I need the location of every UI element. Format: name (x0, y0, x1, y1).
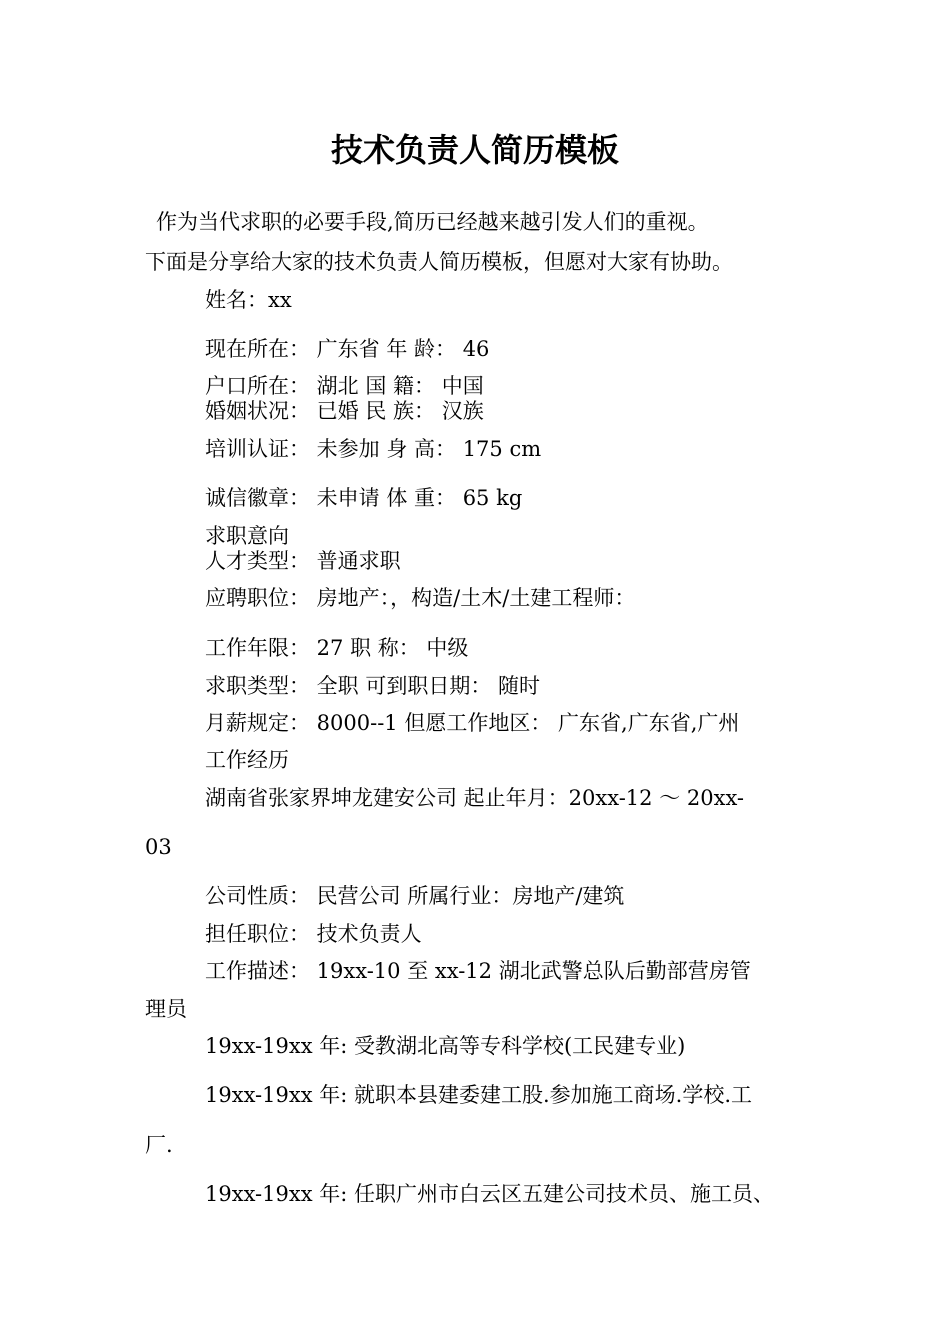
location-age-field: 现在所在： 广东省 年 龄： 46 (205, 337, 490, 361)
description-line-cont: 理员 (145, 997, 187, 1021)
description-line: 工作描述： 19xx-10 至 xx-12 湖北武警总队后勤部营房管 (205, 959, 751, 983)
talent-type-field: 人才类型： 普通求职 (205, 549, 401, 573)
company-line-cont: 03 (145, 835, 172, 859)
hukou-nationality-field: 户口所在： 湖北 国 籍： 中国 (205, 374, 484, 398)
credit-weight-field: 诚信徽章： 未申请 体 重： 65 kg (205, 486, 523, 510)
page-title: 技术负责人简历模板 (330, 131, 619, 169)
intro-line-1: 作为当代求职的必要手段,简历已经越来越引发人们的重视。 (156, 210, 709, 234)
position-field: 应聘职位： 房地产：，构造/土木/土建工程师： (205, 586, 636, 610)
history-entry-2-cont: 厂. (145, 1133, 173, 1157)
history-entry-1: 19xx-19xx 年: 受教湖北高等专科学校(工民建专业) (205, 1034, 686, 1058)
company-line: 湖南省张家界坤龙建安公司 起止年月：20xx-12 ～ 20xx- (205, 786, 745, 810)
experience-heading: 工作经历 (205, 748, 289, 772)
name-field: 姓名：xx (205, 288, 292, 312)
job-type-field: 求职类型： 全职 可到职日期： 随时 (205, 674, 541, 698)
years-title-field: 工作年限： 27 职 称： 中级 (205, 636, 469, 660)
job-intention-heading: 求职意向 (205, 524, 289, 548)
history-entry-2: 19xx-19xx 年: 就职本县建委建工股.参加施工商场.学校.工 (205, 1083, 752, 1107)
nature-industry-field: 公司性质： 民营公司 所属行业：房地产/建筑 (205, 884, 625, 908)
salary-area-field: 月薪规定： 8000--1 但愿工作地区： 广东省,广东省,广州 (205, 711, 740, 735)
marital-ethnicity-field: 婚姻状况： 已婚 民 族： 汉族 (205, 399, 484, 423)
cert-height-field: 培训认证： 未参加 身 高： 175 cm (205, 437, 542, 461)
history-entry-3: 19xx-19xx 年: 任职广州市白云区五建公司技术员、施工员、 (205, 1182, 774, 1206)
intro-line-2: 下面是分享给大家的技术负责人简历模板，但愿对大家有协助。 (145, 250, 733, 274)
role-field: 担任职位： 技术负责人 (205, 922, 422, 946)
